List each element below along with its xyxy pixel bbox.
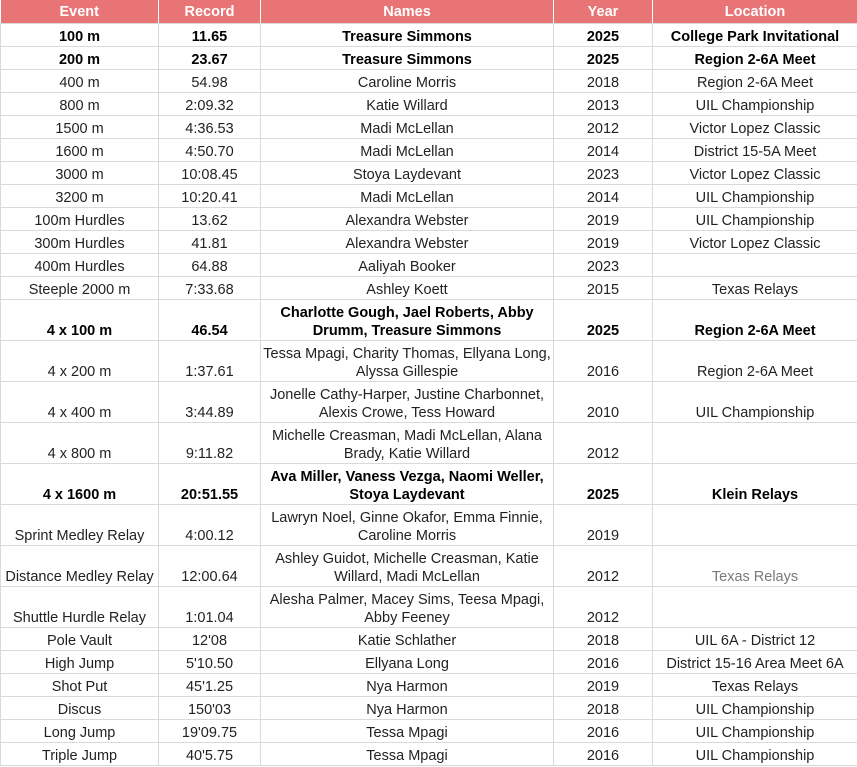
cell-location: Victor Lopez Classic xyxy=(653,116,857,139)
cell-location: College Park Invitational xyxy=(653,24,857,47)
cell-event: 3200 m xyxy=(1,185,159,208)
table-row xyxy=(1,24,857,47)
cell-year: 2025 xyxy=(554,464,653,505)
cell-year: 2019 xyxy=(554,208,653,231)
cell-event: Distance Medley Relay xyxy=(1,546,159,587)
cell-names: Madi McLellan xyxy=(261,139,554,162)
cell-event: 4 x 400 m xyxy=(1,382,159,423)
cell-location: Victor Lopez Classic xyxy=(653,162,857,185)
cell-event: 400 m xyxy=(1,70,159,93)
cell-record: 12:00.64 xyxy=(159,546,261,587)
cell-location xyxy=(653,587,857,628)
cell-names: Madi McLellan xyxy=(261,116,554,139)
cell-year: 2012 xyxy=(554,423,653,464)
cell-year: 2014 xyxy=(554,185,653,208)
table-row xyxy=(1,464,857,505)
cell-record: 45'1.25 xyxy=(159,674,261,697)
header-location: Location xyxy=(653,0,857,24)
cell-record: 19'09.75 xyxy=(159,720,261,743)
cell-names: Jonelle Cathy-Harper, Justine Charbonnet, Alexis Crowe, Tess Howard xyxy=(261,382,554,423)
cell-year: 2010 xyxy=(554,382,653,423)
cell-event: 4 x 800 m xyxy=(1,423,159,464)
cell-year: 2016 xyxy=(554,651,653,674)
table-row xyxy=(1,587,857,628)
cell-names: Alesha Palmer, Macey Sims, Teesa Mpagi, Abby Feeney xyxy=(261,587,554,628)
cell-record: 4:00.12 xyxy=(159,505,261,546)
cell-event: 200 m xyxy=(1,47,159,70)
cell-names: Aaliyah Booker xyxy=(261,254,554,277)
cell-event: Sprint Medley Relay xyxy=(1,505,159,546)
table-row xyxy=(1,720,857,743)
cell-location xyxy=(653,505,857,546)
cell-event: Shuttle Hurdle Relay xyxy=(1,587,159,628)
cell-location: UIL Championship xyxy=(653,93,857,116)
cell-names: Alexandra Webster xyxy=(261,208,554,231)
table-row xyxy=(1,208,857,231)
table-row xyxy=(1,423,857,464)
cell-names: Treasure Simmons xyxy=(261,24,554,47)
header-event: Event xyxy=(1,0,159,24)
cell-names: Madi McLellan xyxy=(261,185,554,208)
cell-year: 2016 xyxy=(554,743,653,766)
table-row xyxy=(1,697,857,720)
cell-location: District 15-16 Area Meet 6A xyxy=(653,651,857,674)
cell-record: 10:20.41 xyxy=(159,185,261,208)
cell-year: 2019 xyxy=(554,231,653,254)
cell-event: 3000 m xyxy=(1,162,159,185)
cell-names: Michelle Creasman, Madi McLellan, Alana Brady, Katie Willard xyxy=(261,423,554,464)
table-row xyxy=(1,93,857,116)
cell-event: Long Jump xyxy=(1,720,159,743)
cell-record: 12'08 xyxy=(159,628,261,651)
cell-location: Texas Relays xyxy=(653,277,857,300)
cell-record: 1:37.61 xyxy=(159,341,261,382)
cell-location: UIL Championship xyxy=(653,382,857,423)
table-row xyxy=(1,116,857,139)
cell-event: Triple Jump xyxy=(1,743,159,766)
cell-record: 150'03 xyxy=(159,697,261,720)
cell-location: UIL Championship xyxy=(653,697,857,720)
cell-names: Caroline Morris xyxy=(261,70,554,93)
table-row xyxy=(1,300,857,341)
cell-year: 2016 xyxy=(554,720,653,743)
cell-record: 46.54 xyxy=(159,300,261,341)
cell-event: 1500 m xyxy=(1,116,159,139)
cell-record: 3:44.89 xyxy=(159,382,261,423)
cell-year: 2025 xyxy=(554,24,653,47)
header-row xyxy=(1,0,857,24)
table-row xyxy=(1,341,857,382)
table-row xyxy=(1,651,857,674)
header-names: Names xyxy=(261,0,554,24)
cell-event: Discus xyxy=(1,697,159,720)
cell-year: 2013 xyxy=(554,93,653,116)
cell-event: Steeple 2000 m xyxy=(1,277,159,300)
cell-event: 100m Hurdles xyxy=(1,208,159,231)
cell-location: Texas Relays xyxy=(653,674,857,697)
cell-year: 2019 xyxy=(554,505,653,546)
cell-year: 2015 xyxy=(554,277,653,300)
table-row xyxy=(1,674,857,697)
cell-location: District 15-5A Meet xyxy=(653,139,857,162)
cell-names: Ava Miller, Vaness Vezga, Naomi Weller, Stoya Laydevant xyxy=(261,464,554,505)
cell-names: Nya Harmon xyxy=(261,697,554,720)
cell-year: 2019 xyxy=(554,674,653,697)
cell-names: Ashley Koett xyxy=(261,277,554,300)
cell-names: Tessa Mpagi xyxy=(261,743,554,766)
cell-record: 40'5.75 xyxy=(159,743,261,766)
cell-event: 1600 m xyxy=(1,139,159,162)
table-row xyxy=(1,139,857,162)
cell-names: Ellyana Long xyxy=(261,651,554,674)
cell-event: 400m Hurdles xyxy=(1,254,159,277)
table-row xyxy=(1,162,857,185)
table-row xyxy=(1,546,857,587)
cell-location: UIL Championship xyxy=(653,208,857,231)
table-row xyxy=(1,277,857,300)
table-row xyxy=(1,254,857,277)
cell-names: Nya Harmon xyxy=(261,674,554,697)
cell-year: 2025 xyxy=(554,47,653,70)
cell-location: Region 2-6A Meet xyxy=(653,300,857,341)
cell-record: 23.67 xyxy=(159,47,261,70)
cell-names: Ashley Guidot, Michelle Creasman, Katie Willard, Madi McLellan xyxy=(261,546,554,587)
cell-record: 4:36.53 xyxy=(159,116,261,139)
cell-record: 5'10.50 xyxy=(159,651,261,674)
cell-record: 9:11.82 xyxy=(159,423,261,464)
table-row xyxy=(1,185,857,208)
table-row xyxy=(1,628,857,651)
cell-record: 7:33.68 xyxy=(159,277,261,300)
table-row xyxy=(1,70,857,93)
cell-location: Region 2-6A Meet xyxy=(653,70,857,93)
header-year: Year xyxy=(554,0,653,24)
cell-names: Tessa Mpagi xyxy=(261,720,554,743)
cell-location: Texas Relays xyxy=(653,546,857,587)
table-row xyxy=(1,231,857,254)
cell-location: Region 2-6A Meet xyxy=(653,47,857,70)
cell-location: Region 2-6A Meet xyxy=(653,341,857,382)
cell-location xyxy=(653,423,857,464)
cell-event: 4 x 100 m xyxy=(1,300,159,341)
cell-names: Stoya Laydevant xyxy=(261,162,554,185)
cell-record: 41.81 xyxy=(159,231,261,254)
cell-location xyxy=(653,254,857,277)
cell-year: 2025 xyxy=(554,300,653,341)
table-row xyxy=(1,743,857,766)
cell-names: Katie Willard xyxy=(261,93,554,116)
cell-event: 100 m xyxy=(1,24,159,47)
cell-record: 13.62 xyxy=(159,208,261,231)
cell-event: Pole Vault xyxy=(1,628,159,651)
header-record: Record xyxy=(159,0,261,24)
cell-year: 2012 xyxy=(554,546,653,587)
table-row xyxy=(1,382,857,423)
cell-names: Alexandra Webster xyxy=(261,231,554,254)
cell-year: 2023 xyxy=(554,162,653,185)
cell-event: High Jump xyxy=(1,651,159,674)
cell-event: 800 m xyxy=(1,93,159,116)
cell-location: Victor Lopez Classic xyxy=(653,231,857,254)
cell-record: 64.88 xyxy=(159,254,261,277)
cell-year: 2023 xyxy=(554,254,653,277)
table-body xyxy=(1,24,857,766)
cell-record: 11.65 xyxy=(159,24,261,47)
cell-names: Charlotte Gough, Jael Roberts, Abby Drumm, Treasure Simmons xyxy=(261,300,554,341)
cell-year: 2012 xyxy=(554,587,653,628)
cell-record: 54.98 xyxy=(159,70,261,93)
cell-location: UIL Championship xyxy=(653,185,857,208)
cell-names: Tessa Mpagi, Charity Thomas, Ellyana Long, Alyssa Gillespie xyxy=(261,341,554,382)
cell-names: Lawryn Noel, Ginne Okafor, Emma Finnie, Caroline Morris xyxy=(261,505,554,546)
cell-year: 2018 xyxy=(554,697,653,720)
cell-event: 300m Hurdles xyxy=(1,231,159,254)
cell-record: 2:09.32 xyxy=(159,93,261,116)
cell-location: Klein Relays xyxy=(653,464,857,505)
cell-location: UIL Championship xyxy=(653,743,857,766)
cell-year: 2018 xyxy=(554,70,653,93)
cell-record: 4:50.70 xyxy=(159,139,261,162)
cell-year: 2018 xyxy=(554,628,653,651)
cell-year: 2012 xyxy=(554,116,653,139)
cell-event: Shot Put xyxy=(1,674,159,697)
cell-event: 4 x 200 m xyxy=(1,341,159,382)
cell-year: 2016 xyxy=(554,341,653,382)
cell-names: Katie Schlather xyxy=(261,628,554,651)
cell-year: 2014 xyxy=(554,139,653,162)
cell-location: UIL Championship xyxy=(653,720,857,743)
cell-record: 10:08.45 xyxy=(159,162,261,185)
cell-names: Treasure Simmons xyxy=(261,47,554,70)
table-row xyxy=(1,505,857,546)
cell-record: 1:01.04 xyxy=(159,587,261,628)
table-row xyxy=(1,47,857,70)
cell-location: UIL 6A - District 12 xyxy=(653,628,857,651)
cell-record: 20:51.55 xyxy=(159,464,261,505)
cell-event: 4 x 1600 m xyxy=(1,464,159,505)
